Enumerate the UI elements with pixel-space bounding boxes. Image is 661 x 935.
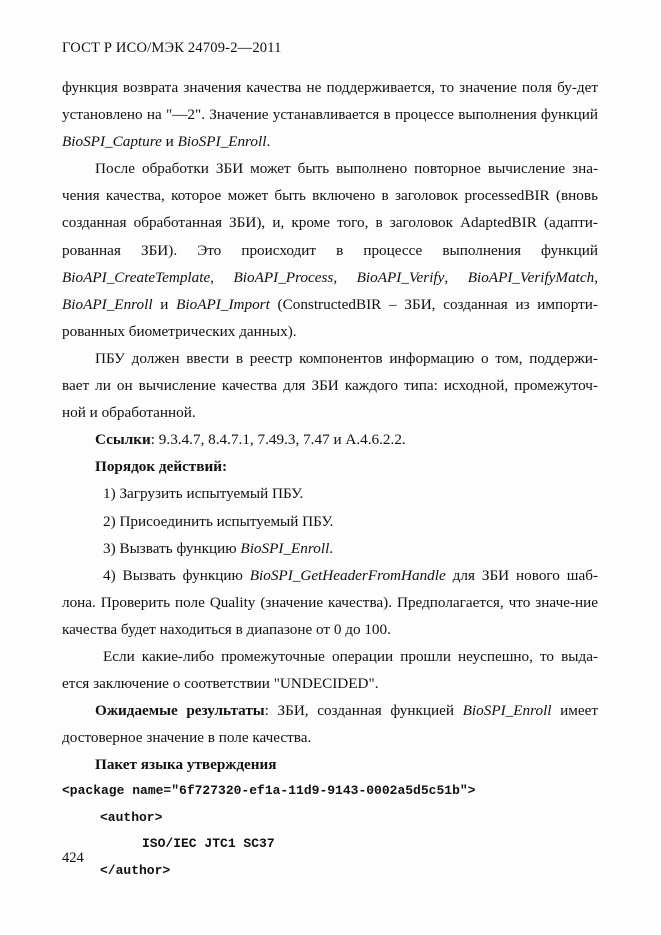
document-body	[62, 74, 598, 884]
step-2: 2) Присоединить испытуемый ПБУ.	[103, 512, 334, 530]
code-line-package: <package name="6f727320-ef1a-11d9-9143-0002a5d5c51b">	[62, 783, 476, 799]
function-name: BioAPI_CreateTemplate	[62, 268, 211, 286]
text: и	[152, 295, 177, 313]
text: имеет достоверное значение в поле качества.	[62, 702, 598, 747]
expected-results	[62, 697, 598, 751]
references-text: : 9.3.4.7, 8.4.7.1, 7.49.3, 7.47 и А.4.6.2.2.	[150, 431, 406, 449]
expected-label: Ожидаемые результаты	[95, 702, 265, 720]
function-name: BioAPI_Import	[176, 295, 270, 313]
code-line-author-open: <author>	[100, 809, 163, 825]
function-name: BioAPI_VerifyMatch	[467, 268, 595, 286]
text: ,	[333, 268, 357, 286]
text: 4) Вызвать функцию	[103, 566, 250, 584]
paragraph-quality-return	[62, 74, 598, 155]
function-name: BioAPI_Verify	[356, 268, 445, 286]
text: : ЗБИ, созданная функцией	[264, 702, 463, 720]
text: функция возврата значения качества не поддерживается, то значение поля бу-дет установлено на "—2". Значение устанавливается в процессе выполнения функций	[62, 79, 598, 124]
text: (ConstructedBIR – ЗБИ, созданная из импорти-рованных биометрических данных).	[62, 295, 598, 340]
text: После обработки ЗБИ может быть выполнено повторное вычисление зна-чения качества, которое может быть включено в заголовок processedBIR (вновь созданная обработанная ЗБИ), и, кроме того, в заголовок AdaptedBIR (адапти-рованная ЗБИ). Это происходит в процессе выполнения функций	[62, 160, 598, 259]
document-header: ГОСТ Р ИСО/МЭК 24709-2—2011	[62, 40, 282, 56]
text: ,	[210, 268, 234, 286]
step-1: 1) Загрузить испытуемый ПБУ.	[103, 485, 304, 503]
text: и	[161, 133, 178, 151]
step-4	[62, 562, 598, 643]
procedure-heading	[62, 453, 598, 480]
function-name: BioAPI_Enroll	[62, 295, 153, 313]
text: 3) Вызвать функцию	[103, 539, 241, 557]
procedure-label: Порядок действий:	[95, 458, 228, 476]
function-name: BioAPI_Process	[233, 268, 334, 286]
package-label: Пакет языка утверждения	[95, 756, 277, 774]
text: ,	[594, 268, 599, 286]
code-line-author-value: ISO/IEC JTC1 SC37	[142, 836, 275, 852]
text: ,	[444, 268, 468, 286]
function-name: BioSPI_GetHeaderFromHandle	[249, 566, 446, 584]
function-name: BioSPI_Capture	[62, 133, 162, 151]
text: .	[329, 539, 334, 557]
function-name: BioSPI_Enroll	[240, 539, 330, 557]
text: для ЗБИ нового шаб-лона. Проверить поле Quality (значение качества). Предполагается, что значе-ние качества будет находиться в диапазоне от 0 до 100.	[62, 566, 598, 638]
step-3	[62, 535, 598, 562]
code-line-author-close: </author>	[100, 862, 171, 878]
package-heading	[62, 751, 598, 778]
function-name: BioSPI_Enroll	[462, 702, 552, 720]
text: .	[266, 133, 271, 151]
paragraph-undecided: Если какие-либо промежуточные операции прошли неуспешно, то выда-ется заключение о соответствии "UNDECIDED".	[62, 647, 598, 693]
references-label: Ссылки	[95, 431, 151, 449]
function-name: BioSPI_Enroll	[177, 133, 267, 151]
paragraph-registry: ПБУ должен ввести в реестр компонентов информацию о том, поддержи-вает ли он вычисление качества для ЗБИ каждого типа: исходной, промежуточ-ной и обработанной.	[62, 349, 598, 422]
page-number: 424	[62, 850, 84, 866]
references	[62, 426, 598, 453]
paragraph-processing	[62, 155, 598, 345]
